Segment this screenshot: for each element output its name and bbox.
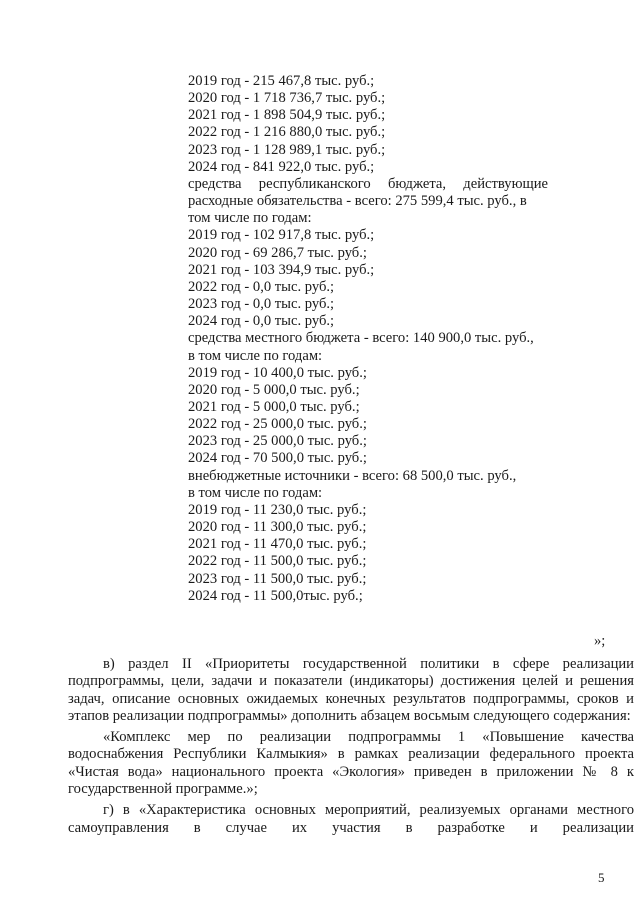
paragraph-section-ii: в) раздел II «Приоритеты государственной политики в сфере реализации подпрограммы, цели, задачи и показатели (индикаторы) достижения целей и решения задач, описание основных ожидаемых конечных результатов подпрограммы, сроков и этапов реализации подпрограммы» дополнить абзацем восьмым следующего содержания: <box>68 656 634 724</box>
list-line: 2020 год - 69 286,7 тыс. руб.; <box>188 244 367 261</box>
list-line: 2021 год - 5 000,0 тыс. руб.; <box>188 398 360 415</box>
list-line: средства республиканского бюджета, действующие <box>188 175 548 192</box>
list-line: расходные обязательства - всего: 275 599,4 тыс. руб., в <box>188 193 527 210</box>
list-line: 2019 год - 215 467,8 тыс. руб.; <box>188 73 375 89</box>
paragraph-local-government: г) в «Характеристика основных мероприятий, реализуемых органами местного самоуправления в случае их участия в разработке и реализации <box>68 802 634 836</box>
list-line: 2019 год - 11 230,0 тыс. руб.; <box>188 501 367 518</box>
list-line: 2023 год - 25 000,0 тыс. руб.; <box>188 433 367 450</box>
list-line: 2020 год - 11 300,0 тыс. руб.; <box>188 519 367 536</box>
closing-quote: »; <box>594 633 606 649</box>
paragraph-measures-complex: «Комплекс мер по реализации подпрограммы 1 «Повышение качества водоснабжения Республики Калмыкия» в рамках реализации федерального проекта «Чистая вода» национального проекта «Экология» приведен в приложении № 8 к государственной программе.»; <box>68 729 634 798</box>
list-line: 2023 год - 11 500,0 тыс. руб.; <box>188 570 367 587</box>
list-line: 2022 год - 0,0 тыс. руб.; <box>188 278 335 295</box>
list-line: 2024 год - 11 500,0тыс. руб.; <box>188 587 363 604</box>
list-line: средства местного бюджета - всего: 140 900,0 тыс. руб., <box>188 330 534 347</box>
list-line: 2019 год - 102 917,8 тыс. руб.; <box>188 227 375 244</box>
list-line: 2020 год - 1 718 736,7 тыс. руб.; <box>188 90 386 107</box>
list-line: 2021 год - 1 898 504,9 тыс. руб.; <box>188 107 386 124</box>
list-line: внебюджетные источники - всего: 68 500,0 тыс. руб., <box>188 467 517 484</box>
list-line: том числе по годам: <box>188 210 312 227</box>
list-line: 2024 год - 70 500,0 тыс. руб.; <box>188 450 367 467</box>
funding-list <box>188 73 548 605</box>
list-line: 2021 год - 103 394,9 тыс. руб.; <box>188 261 375 278</box>
body-text <box>68 656 634 837</box>
list-line: 2024 год - 0,0 тыс. руб.; <box>188 313 335 330</box>
list-line: 2023 год - 1 128 989,1 тыс. руб.; <box>188 141 386 158</box>
page-number: 5 <box>598 870 605 885</box>
list-line: 2022 год - 1 216 880,0 тыс. руб.; <box>188 124 386 141</box>
list-line: 2022 год - 11 500,0 тыс. руб.; <box>188 553 367 570</box>
list-line: в том числе по годам: <box>188 484 323 501</box>
list-line: 2023 год - 0,0 тыс. руб.; <box>188 296 335 313</box>
list-line: 2022 год - 25 000,0 тыс. руб.; <box>188 416 367 433</box>
list-line: в том числе по годам: <box>188 347 323 364</box>
list-line: 2021 год - 11 470,0 тыс. руб.; <box>188 536 367 553</box>
list-line: 2020 год - 5 000,0 тыс. руб.; <box>188 381 360 398</box>
list-line: 2019 год - 10 400,0 тыс. руб.; <box>188 364 367 381</box>
list-line: 2024 год - 841 922,0 тыс. руб.; <box>188 158 375 175</box>
